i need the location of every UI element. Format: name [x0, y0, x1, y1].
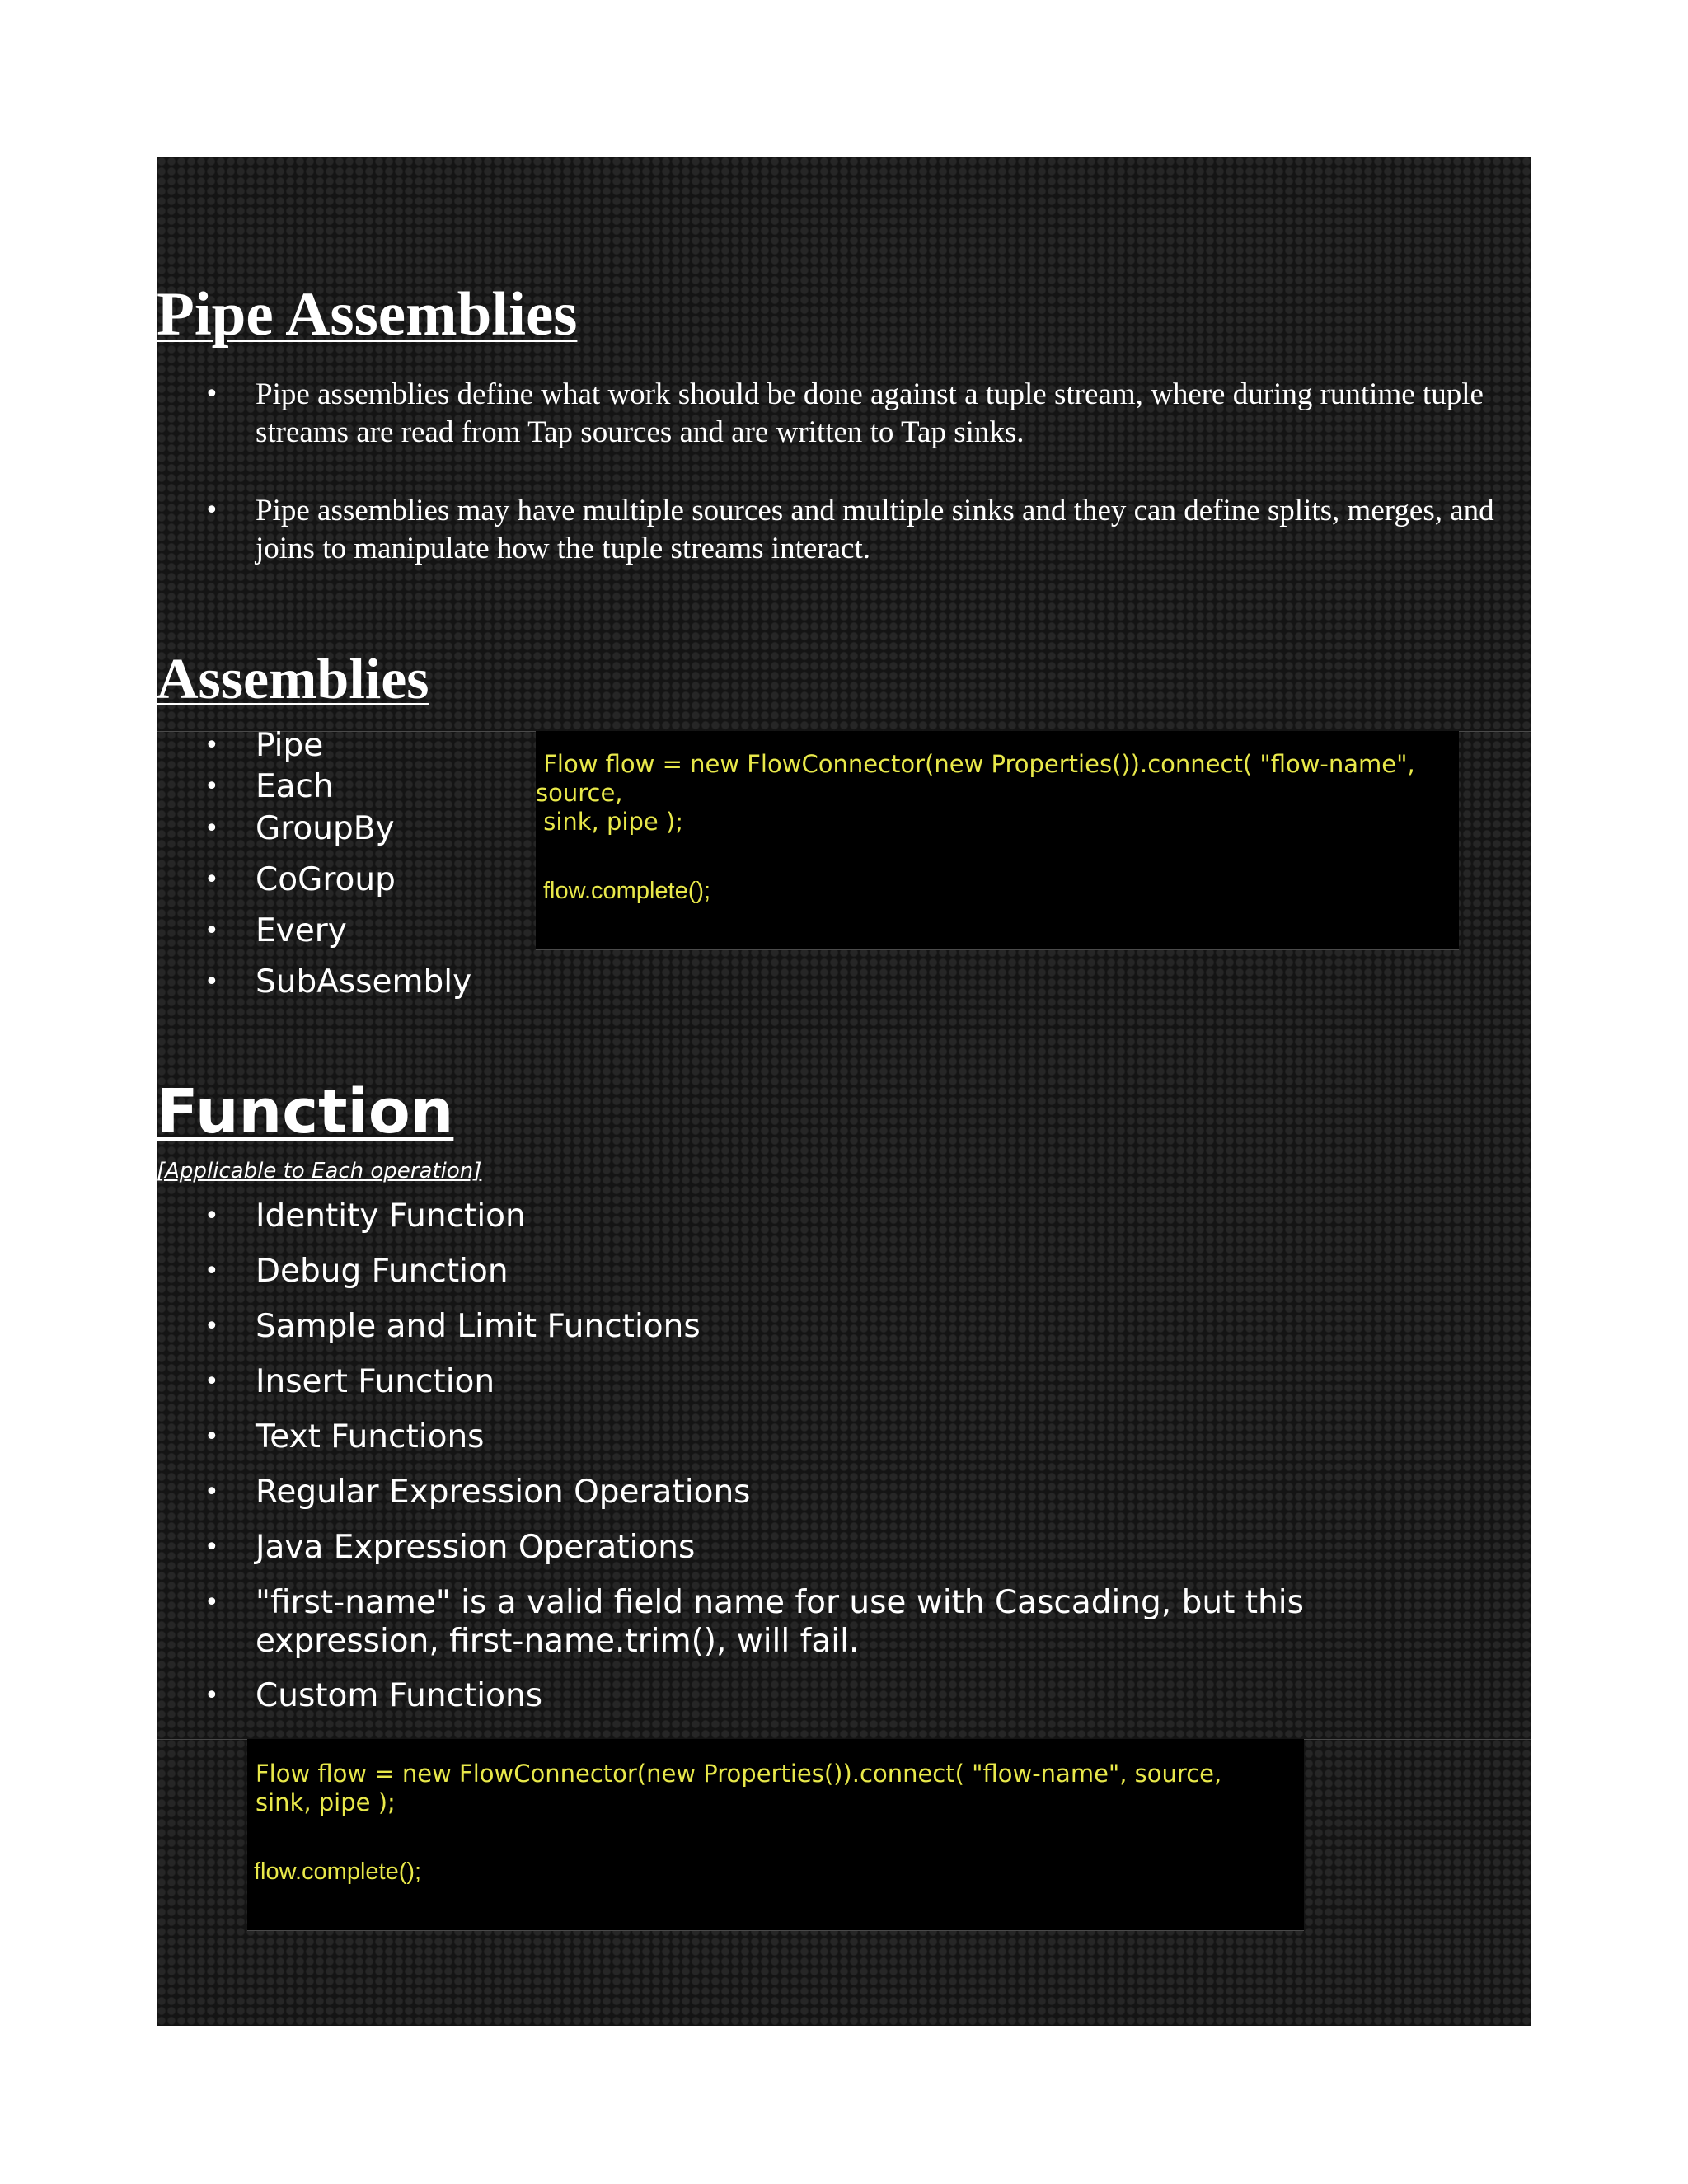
code-line: flow.complete(); [254, 1858, 422, 1885]
function-subnote: [Applicable to Each operation] [157, 1159, 482, 1183]
list-item: • SubAssembly [157, 961, 536, 1004]
list-item: • Pipe assemblies may have multiple sources and multiple sinks and they can define splits, merges, and joins to manipulate how the tuple streams interact. [157, 492, 1517, 568]
code-block [247, 1739, 1304, 1931]
list-item: • Text Functions [157, 1418, 1442, 1457]
list-item: • Each [157, 766, 536, 808]
list-item: • Custom Functions [157, 1676, 1442, 1716]
list-item: • Sample and Limit Functions [157, 1307, 1442, 1347]
code-line: Flow flow = new FlowConnector(new Properties()).connect( "flow-name", [536, 750, 1415, 778]
code-block [536, 731, 1459, 950]
list-item: • Pipe assemblies define what work should be done against a tuple stream, where during runtime tuple streams are read from Tap sources and are written to Tap sinks. [157, 376, 1517, 452]
list-item: • CoGroup [157, 859, 536, 902]
document-page [157, 157, 1531, 2026]
pipe-assemblies-list [157, 376, 1517, 608]
code-line: sink, pipe ); [256, 1788, 396, 1816]
code-line: Flow flow = new FlowConnector(new Properties()).connect( "flow-name", source, [256, 1760, 1222, 1788]
list-item: • Every [157, 910, 536, 953]
pipe-assemblies-heading: Pipe Assemblies [157, 280, 578, 349]
list-item: • Identity Function [157, 1197, 1442, 1236]
list-item: • "first-name" is a valid field name for use with Cascading, but this expression, first-name.trim(), will fail. [157, 1583, 1327, 1661]
code-line: sink, pipe ); [536, 808, 684, 836]
list-item: • Regular Expression Operations [157, 1473, 1442, 1512]
assemblies-heading: Assemblies [157, 648, 429, 711]
function-heading: Function [157, 1076, 454, 1147]
list-item: • Insert Function [157, 1362, 1442, 1402]
code-line: source, [536, 779, 623, 807]
code-line: flow.complete(); [543, 878, 711, 904]
list-item: • Debug Function [157, 1252, 1442, 1291]
list-item: • GroupBy [157, 808, 536, 851]
assemblies-list [157, 725, 536, 1004]
function-list [157, 1197, 1442, 1716]
list-item: • Pipe [157, 725, 536, 766]
list-item: • Java Expression Operations [157, 1528, 1442, 1568]
